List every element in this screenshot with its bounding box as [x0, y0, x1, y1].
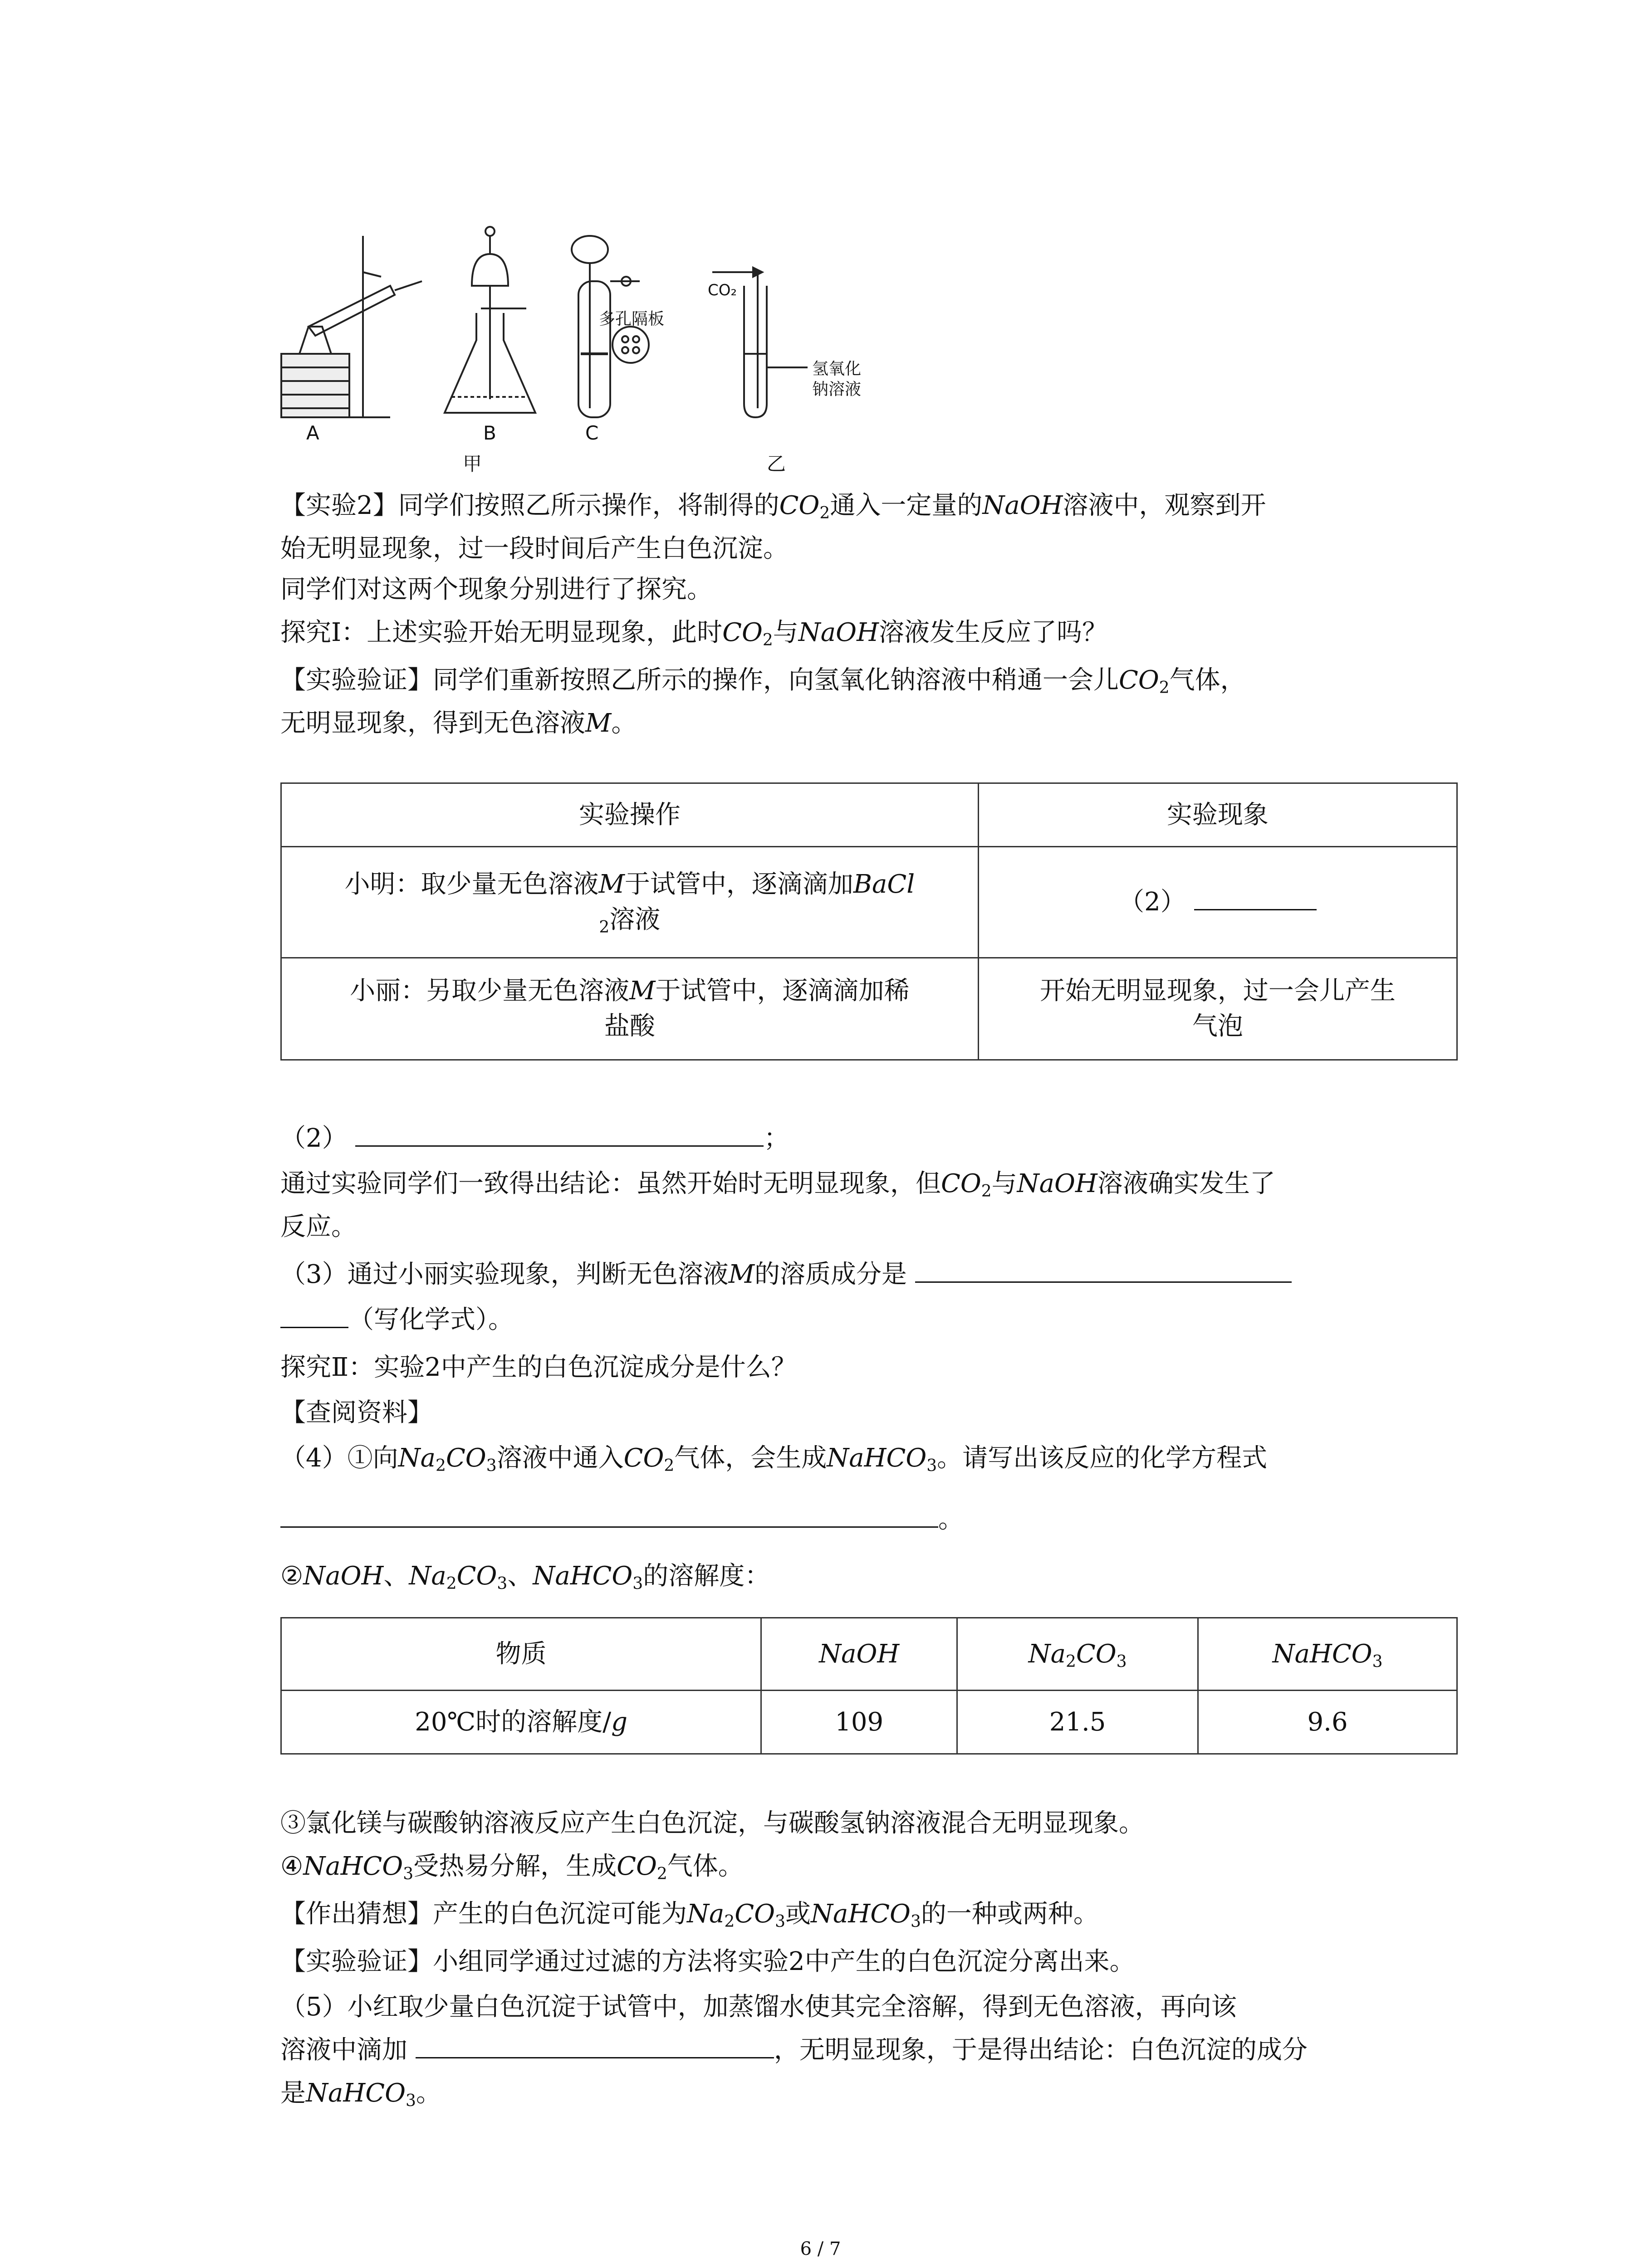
- text: 气体。: [667, 1852, 744, 1881]
- formula-nahco3: NaHCO: [306, 2078, 406, 2108]
- formula-co2: CO: [617, 1852, 657, 1881]
- figure-label-co2: CO₂: [708, 281, 737, 299]
- formula-na2co3: CO: [735, 1899, 775, 1929]
- text: 气体，会生成: [674, 1443, 827, 1473]
- subscript: 2: [1065, 1652, 1076, 1671]
- text: 【实验验证】同学们重新按照乙所示的操作，向氢氧化钠溶液中稍通一会儿: [280, 665, 1119, 695]
- hypothesis: [280, 1896, 1099, 1932]
- subscript: 3: [632, 1574, 643, 1593]
- text: 的溶解度：: [643, 1561, 770, 1591]
- formula-co2: CO: [941, 1169, 981, 1198]
- answer-blank[interactable]: [915, 1258, 1292, 1283]
- text: 与: [773, 618, 798, 647]
- question-5-cont: [280, 2032, 1308, 2068]
- text: 溶液中通入: [496, 1443, 624, 1473]
- text: 的一种或两种。: [921, 1899, 1099, 1929]
- question-3-cont: [280, 1302, 514, 1338]
- text: 或: [785, 1899, 811, 1929]
- text: 溶液中，观察到开: [1063, 491, 1266, 520]
- formula-naoh: NaOH: [303, 1561, 384, 1591]
- formula-na2co3: CO: [446, 1443, 486, 1473]
- subscript: 3: [405, 2092, 416, 2110]
- formula-na2co3: Na: [409, 1561, 446, 1591]
- text: 通入一定量的: [830, 491, 983, 520]
- conclusion: [280, 1166, 1275, 1202]
- solubility-heading: [280, 1558, 770, 1594]
- page-number: 6 / 7: [800, 2239, 841, 2259]
- formula-co2: CO: [779, 491, 820, 520]
- formula-co2: CO: [1119, 665, 1159, 695]
- text: （3）通过小丽实验现象，判断无色溶液: [280, 1260, 729, 1289]
- formula-nahco3: NaHCO: [533, 1561, 633, 1591]
- answer-blank[interactable]: [355, 1122, 764, 1147]
- subscript: 2: [724, 1912, 735, 1931]
- formula-nahco3: NaHCO: [827, 1443, 927, 1473]
- formula-naoh: NaOH: [982, 491, 1063, 520]
- text: 。: [938, 1505, 964, 1534]
- text: 溶液发生反应了吗？: [878, 618, 1107, 647]
- question-5: （5）小红取少量白色沉淀于试管中，加蒸馏水使其完全溶解，得到无色溶液，再向该: [280, 1992, 1237, 2022]
- text: 受热易分解，生成: [413, 1852, 617, 1881]
- subscript: 2: [656, 1865, 667, 1883]
- formula-co2: CO: [623, 1443, 664, 1473]
- text: 【作出猜想】产生的白色沉淀可能为: [280, 1899, 687, 1929]
- formula-co2: CO: [722, 618, 763, 647]
- text: 。: [611, 709, 637, 738]
- text: （2）: [280, 1124, 348, 1153]
- text: 通过实验同学们一致得出结论：虽然开始时无明显现象，但: [280, 1169, 941, 1198]
- text: 的溶质成分是: [754, 1260, 907, 1289]
- solubility-table: [280, 1617, 1458, 1755]
- subscript: 3: [403, 1865, 414, 1883]
- text: （2）: [1119, 887, 1186, 917]
- figure-label-naoh-1: 氢氧化: [812, 360, 862, 378]
- figure-label-jia: 甲: [463, 453, 482, 475]
- text: 【实验2】同学们按照乙所示操作，将制得的: [280, 491, 779, 520]
- subscript: 2: [664, 1457, 675, 1475]
- text: 、: [507, 1561, 533, 1591]
- text: 开始无明显现象，过一会儿产生: [1039, 976, 1396, 1006]
- table-header: [1198, 1618, 1457, 1691]
- answer-blank[interactable]: [280, 1303, 348, 1328]
- subscript: 2: [1159, 679, 1170, 697]
- formula-na2co3: Na: [398, 1443, 436, 1473]
- table-cell: [281, 1691, 761, 1754]
- table-header: NaOH: [761, 1618, 957, 1691]
- subscript: 2: [599, 918, 610, 937]
- subscript: 3: [486, 1457, 497, 1475]
- text: ；: [764, 1124, 789, 1153]
- table-header: 物质: [281, 1618, 761, 1691]
- solution-m: M: [585, 709, 612, 738]
- figure-label-b: B: [483, 422, 496, 444]
- table-cell: [978, 958, 1457, 1060]
- subscript: 3: [1116, 1652, 1127, 1671]
- equation-line: [280, 1501, 964, 1538]
- paragraph-line: 反应。: [280, 1212, 357, 1242]
- table-cell: [281, 847, 979, 958]
- figure-label-naoh-2: 钠溶液: [812, 380, 862, 399]
- text: （写化学式）。: [348, 1305, 514, 1334]
- text: Na: [1028, 1639, 1066, 1669]
- text: NaHCO: [1272, 1639, 1372, 1669]
- paragraph-line: 始无明显现象，过一段时间后产生白色沉淀。: [280, 534, 789, 563]
- text: 小明：取少量无色溶液: [344, 870, 599, 899]
- text: 探究Ⅰ：上述实验开始无明显现象，此时: [280, 618, 723, 647]
- subscript: 3: [1372, 1652, 1383, 1671]
- table-header: 实验现象: [978, 783, 1457, 847]
- inquiry-1: [280, 615, 1107, 651]
- text: 、: [383, 1561, 409, 1591]
- text: 溶液确实发生了: [1097, 1169, 1275, 1198]
- text: 与: [991, 1169, 1017, 1198]
- table-cell: 9.6: [1198, 1691, 1457, 1754]
- subscript: 2: [446, 1574, 457, 1593]
- figure-label-a: A: [306, 422, 319, 444]
- text: ④: [280, 1852, 304, 1881]
- formula-na2co3: CO: [456, 1561, 497, 1591]
- solution-m: M: [728, 1260, 754, 1289]
- subscript: 3: [926, 1457, 937, 1475]
- subscript: 2: [819, 504, 830, 523]
- table-cell: 21.5: [957, 1691, 1198, 1754]
- table-cell: [281, 958, 979, 1060]
- table-cell: [978, 847, 1457, 958]
- text: 溶液中滴加: [280, 2035, 407, 2065]
- subscript: 2: [436, 1457, 446, 1475]
- text: 。请写出该反应的化学方程式: [937, 1443, 1268, 1473]
- formula-nahco3: NaHCO: [810, 1899, 911, 1929]
- subscript: 3: [775, 1912, 785, 1931]
- apparatus-figure: [272, 218, 935, 475]
- text: ②: [280, 1561, 304, 1591]
- figure-label-c: C: [585, 422, 599, 444]
- apparatus-drawing: [272, 218, 935, 472]
- unit-g: g: [611, 1707, 627, 1737]
- solution-m: M: [598, 870, 625, 899]
- question-4: [280, 1440, 1267, 1476]
- formula-bacl: BaCl: [853, 870, 915, 899]
- text: ，无明显现象，于是得出结论：白色沉淀的成分: [774, 2035, 1308, 2065]
- reference-3: ③氯化镁与碳酸钠溶液反应产生白色沉淀，与碳酸氢钠溶液混合无明显现象。: [280, 1809, 1144, 1838]
- question-3: [280, 1256, 1292, 1293]
- text: （4）①向: [280, 1443, 398, 1473]
- table-header: [957, 1618, 1198, 1691]
- experiment-verify-2: 【实验验证】小组同学通过过滤的方法将实验2中产生的白色沉淀分离出来。: [280, 1947, 1135, 1976]
- formula-naoh: NaOH: [1017, 1169, 1097, 1198]
- text: 。: [416, 2078, 441, 2108]
- solution-m: M: [629, 976, 656, 1006]
- text: 盐酸: [604, 1012, 655, 1041]
- answer-blank[interactable]: [416, 2033, 774, 2058]
- text: CO: [1076, 1639, 1117, 1669]
- table-cell: 109: [761, 1691, 957, 1754]
- text: 溶液: [609, 905, 661, 934]
- paragraph-line: 同学们对这两个现象分别进行了探究。: [280, 575, 712, 604]
- question-5-end: [280, 2075, 441, 2112]
- inquiry-2: 探究Ⅱ：实验2中产生的白色沉淀成分是什么？: [280, 1353, 797, 1382]
- paragraph-experiment-2: [280, 488, 1266, 524]
- formula-na2co3: Na: [687, 1899, 725, 1929]
- text: 是: [280, 2078, 306, 2108]
- table-header: 实验操作: [281, 783, 979, 847]
- experiment-table: [280, 782, 1458, 1061]
- text: 气体，: [1169, 665, 1246, 695]
- text: 20℃时的溶解度/: [415, 1707, 612, 1737]
- text: 于试管中，逐滴滴加稀: [655, 976, 910, 1006]
- reference-4: [280, 1848, 744, 1885]
- formula-naoh: NaOH: [798, 618, 879, 647]
- text: 无明显现象，得到无色溶液: [280, 709, 585, 738]
- figure-label-porous: 多孔隔板: [599, 310, 665, 328]
- question-2: [280, 1120, 789, 1157]
- paragraph-line: [280, 705, 637, 742]
- text: 于试管中，逐滴滴加: [624, 870, 853, 899]
- experiment-verify: [280, 662, 1246, 699]
- text: 气泡: [1192, 1012, 1243, 1041]
- answer-blank[interactable]: [280, 1503, 938, 1528]
- subscript: 3: [910, 1912, 921, 1931]
- formula-nahco3: NaHCO: [303, 1852, 403, 1881]
- figure-label-yi: 乙: [767, 453, 786, 475]
- answer-blank[interactable]: [1194, 885, 1317, 910]
- subscript: 3: [497, 1574, 508, 1593]
- reference-heading: 【查阅资料】: [280, 1398, 433, 1427]
- subscript: 2: [981, 1182, 992, 1201]
- text: 小丽：另取少量无色溶液: [350, 976, 630, 1006]
- subscript: 2: [762, 631, 773, 650]
